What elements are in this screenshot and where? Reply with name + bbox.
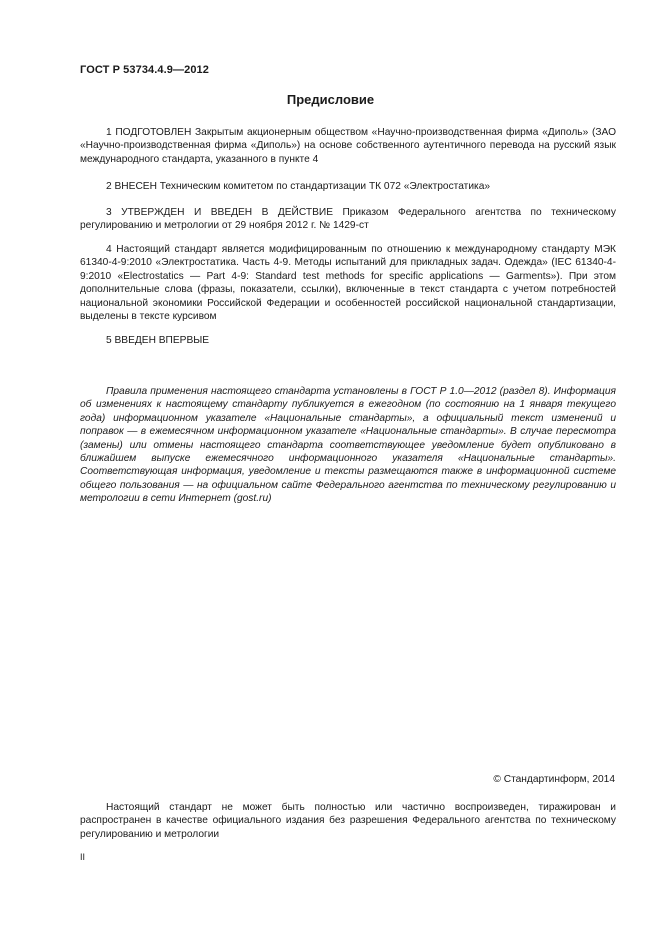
section-title: Предисловие [286,92,375,107]
paragraph-4: 4 Настоящий стандарт является модифицированным по отношению к международному стандарту МЭК 61340-4-9:2010 «Электростатика. Часть 4-9. Методы испытаний для прикладных задач. Одежда» (IEC 61340-4-9:2010 «Electrostatics — Part 4-9: Standard test methods for specific applications — Garments»). При этом дополнительные слова (фразы, показатели, ссылки), включенные в текст стандарта с учетом потребностей национальной экономики Российской Федерации и особенностей российской национальной стандартизации, выделены в тексте курсивом [80,244,616,323]
reproduction-notice: Настоящий стандарт не может быть полностью или частично воспроизведен, тиражирован и распространен в качестве официального издания без разрешения Федерального агентства по техническому регулированию и метрологии [80,802,616,840]
paragraph-2: 2 ВНЕСЕН Техническим комитетом по стандартизации ТК 072 «Электростатика» [106,181,491,192]
usage-notice: Правила применения настоящего стандарта установлены в ГОСТ Р 1.0—2012 (раздел 8). Информация об изменениях к настоящему стандарту публикуется в ежегодном (по состоянию на 1 января текущего года) информационном указателе «Национальные стандарты», а официальный текст изменений и поправок — в ежемесячном информационном указателе «Национальные стандарты». В случае пересмотра (замены) или отмены настоящего стандарта соответствующее уведомление будет опубликовано в ближайшем выпуске ежемесячного информационного указателя «Национальные стандарты». Соответствующая информация, уведомление и тексты размещаются также в информационной системе общего пользования — на официальном сайте Федерального агентства по техническому регулированию и метрологии в сети Интернет (gost.ru) [80,386,616,505]
paragraph-5: 5 ВВЕДЕН ВПЕРВЫЕ [106,335,210,346]
paragraph-1: 1 ПОДГОТОВЛЕН Закрытым акционерным обществом «Научно-производственная фирма «Диполь» (ЗАО «Научно-производственная фирма «Диполь») на основе собственного аутентичного перевода на русский язык международного стандарта, указанного в пункте 4 [80,127,616,165]
paragraph-3: 3 УТВЕРЖДЕН И ВВЕДЕН В ДЕЙСТВИЕ Приказом Федерального агентства по техническому регулированию и метрологии от 29 ноября 2012 г. № 1429-ст [80,207,616,232]
copyright: © Стандартинформ, 2014 [493,774,615,785]
standard-code: ГОСТ Р 53734.4.9—2012 [80,64,209,76]
page-number: II [80,852,86,862]
